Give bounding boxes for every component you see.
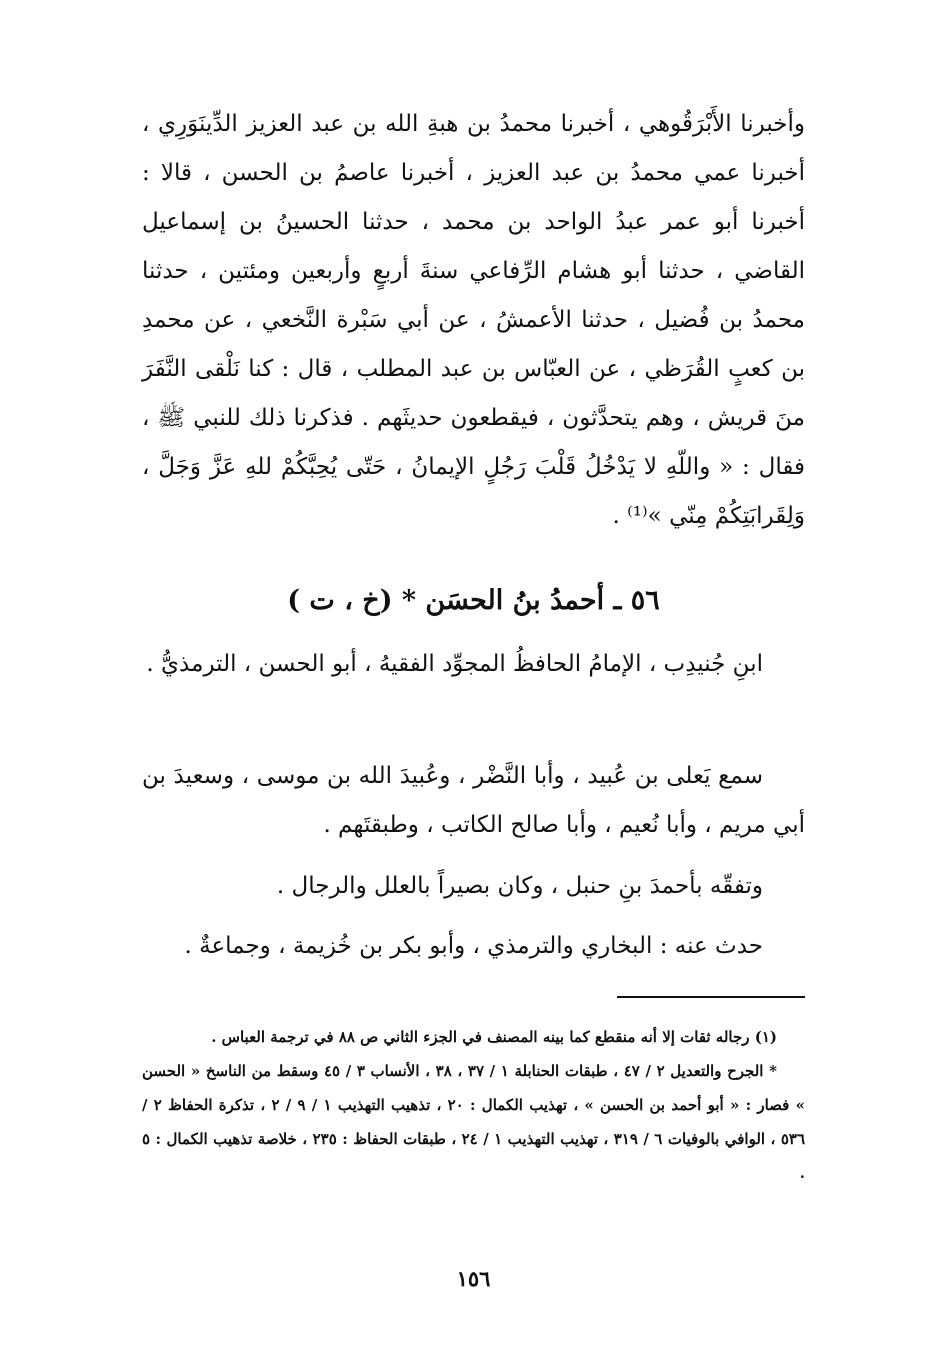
- page-number: ١٥٦: [456, 1266, 491, 1291]
- footnotes: [142, 1020, 805, 1190]
- bio-teachers: سمع يَعلى بن عُبيد ، وأبا النَّضْر ، وعُبيدَ الله بن موسى ، وسعيدَ بن أبي مريم ، وأبا نُعيم ، وأبا صالح الكاتب ، وطبقتَهم .: [142, 763, 805, 838]
- biography-heading: ٥٦ ـ أحمدُ بنُ الحسَن * (خ ، ت ): [287, 585, 660, 616]
- main-text: [142, 100, 805, 555]
- bio-students: حدث عنه : البخاري والترمذي ، وأبو بكر بن خُزيمة ، وجماعةٌ .: [184, 933, 763, 959]
- bio-identity: ابنِ جُنيدِب ، الإمامُ الحافظُ المجوِّد الفقيهُ ، أبو الحسن ، الترمذيُّ .: [146, 651, 763, 677]
- hadith-paragraph: وأخبرنا الأَبْرَقُوهي ، أخبرنا محمدُ بن هبةِ الله بن عبد العزيز الدِّينَوَرِي ، أخبرنا عمي محمدُ بن عبد العزيز ، أخبرنا عاصمُ بن الحسن ، قالا : أخبرنا أبو عمر عبدُ الواحد بن محمد ، حدثنا الحسينُ بن إسماعيل القاضي ، حدثنا أبو هشام الرِّفاعي سنةَ أربعٍ وأربعين ومئتين ، حدثنا محمدُ بن فُضيل ، حدثنا الأعمشُ ، عن أبي سَبْرة النَّخعي ، عن محمدِ بن كعبٍ القُرَظي ، عن العبّاس بن عبد المطلب ، قال : كنا نَلْقى النَّفَرَ منَ قريش ، وهم يتحدَّثون ، فيقطعون حديثَهم . فذكرنا ذلك للنبي ﷺ ، فقال : « واللّهِ لا يَدْخُلُ قَلْبَ رَجُلٍ الإيمانُ ، حَتّى يُحِبَّكُمْ للهِ عَزَّ وَجَلَّ ، وَلِقَرابَتِكُمْ مِنّي »⁽¹⁾ .: [142, 111, 805, 529]
- footnote-divider: [617, 996, 805, 998]
- bio-fiqh: وتفقّه بأحمدَ بنِ حنبل ، وكان بصيراً بالعلل والرجال .: [276, 873, 763, 899]
- footnote-sources: * الجرح والتعديل ٢ / ٤٧ ، طبقات الحنابلة ١ / ٣٧ ، ٣٨ ، الأنساب ٣ / ٤٥ وسقط من الناسخ « الحسن » فصار : « أبو أحمد بن الحسن » ، تهذيب الكمال : ٢٠ ، تذهيب التهذيب ١ / ٩ / ٢ ، تذكرة الحفاظ ٢ / ٥٣٦ ، الوافي بالوفيات ٦ / ٣١٩ ، تهذيب التهذيب ١ / ٢٤ ، طبقات الحفاظ : ٢٣٥ ، خلاصة تذهيب الكمال : ٥ .: [142, 1062, 805, 1182]
- footnote-1: (١) رجاله ثقات إلا أنه منقطع كما بينه المصنف في الجزء الثاني ص ٨٨ في ترجمة العباس .: [211, 1028, 777, 1046]
